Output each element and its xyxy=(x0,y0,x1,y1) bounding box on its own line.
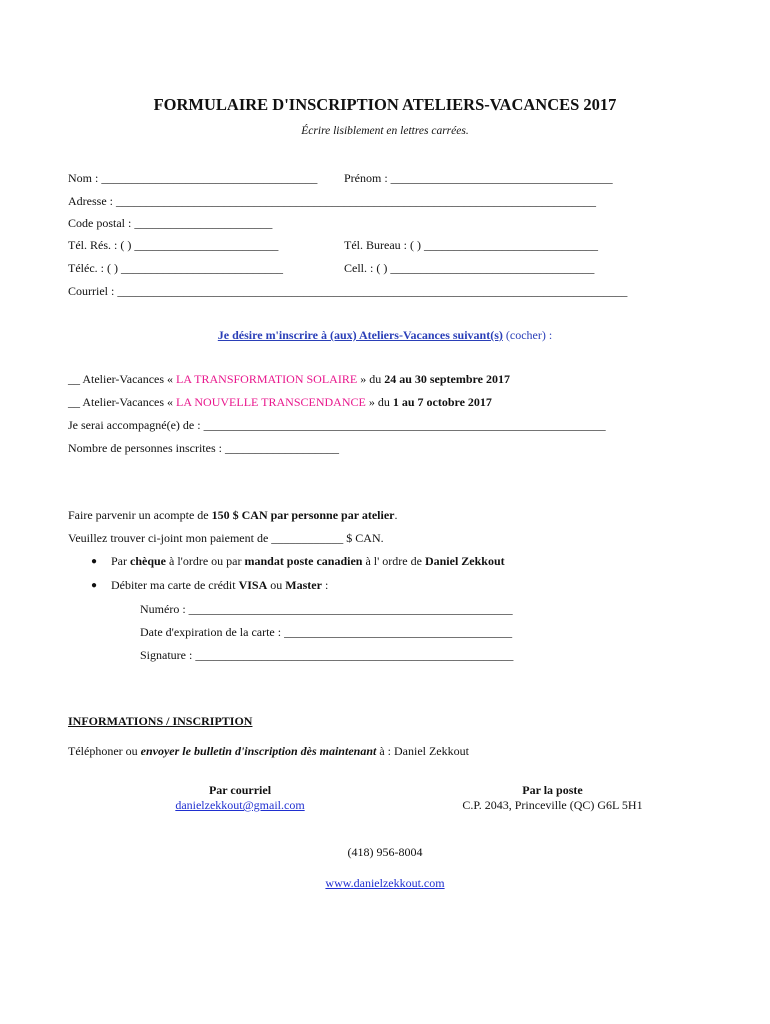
card-text-1: Débiter ma carte de crédit xyxy=(111,578,239,592)
adresse-field[interactable]: Adresse : ________________________________________________________________________________ xyxy=(68,194,596,208)
courriel-label: Par courriel xyxy=(208,783,272,797)
selection-heading-text: Je désire m'inscrire à (aux) Ateliers-Vacances suivant(s) xyxy=(217,328,503,342)
courriel-field[interactable]: Courriel : _____________________________________________________________________________________ xyxy=(68,284,628,298)
atelier-2-option[interactable] xyxy=(68,395,492,410)
website-link-row xyxy=(0,876,770,891)
card-expiration-field[interactable]: Date d'expiration de la carte : ______________________________________ xyxy=(140,625,513,639)
page-title: FORMULAIRE D'INSCRIPTION ATELIERS-VACANCES 2017 xyxy=(153,95,617,114)
accompagne-field[interactable]: Je serai accompagné(e) de : ___________________________________________________________________ xyxy=(68,418,606,432)
payee-name: Daniel Zekkout xyxy=(424,554,505,568)
cocher-note: (cocher) : xyxy=(502,328,553,342)
tel-bureau-field[interactable]: Tél. Bureau : ( ) _____________________________ xyxy=(344,238,598,252)
visa-bold: VISA xyxy=(238,578,268,592)
acompte-pre: Faire parvenir un acompte de xyxy=(68,508,212,522)
atelier-1-suffix: » du xyxy=(357,372,385,386)
acompte-post: . xyxy=(394,508,398,522)
atelier-1-dates: 24 au 30 septembre 2017 xyxy=(384,372,510,386)
nombre-personnes-field[interactable]: Nombre de personnes inscrites : ___________________ xyxy=(68,441,339,455)
cheque-bold: chèque xyxy=(130,554,166,568)
atelier-2-name: LA NOUVELLE TRANSCENDANCE xyxy=(176,395,366,409)
atelier-2-prefix: __ Atelier-Vacances « xyxy=(68,395,177,409)
tel-res-field[interactable]: Tél. Rés. : ( ) ________________________ xyxy=(68,238,279,252)
email-link[interactable]: danielzekkout@gmail.com xyxy=(175,798,305,812)
credit-card-option xyxy=(111,578,328,593)
atelier-2-dates: 1 au 7 octobre 2017 xyxy=(392,395,492,409)
info-phone-pre: Téléphoner ou xyxy=(68,744,141,758)
info-phone-post: à : Daniel Zekkout xyxy=(376,744,469,758)
card-text-2: ou xyxy=(267,578,286,592)
card-number-field[interactable]: Numéro : ______________________________________________________ xyxy=(140,602,513,616)
atelier-2-suffix: » du xyxy=(365,395,393,409)
atelier-1-prefix: __ Atelier-Vacances « xyxy=(68,372,177,386)
postal-address: C.P. 2043, Princeville (QC) G6L 5H1 xyxy=(462,798,643,812)
acompte-amount: 150 $ CAN par personne par atelier xyxy=(211,508,395,522)
telec-field[interactable]: Téléc. : ( ) ___________________________ xyxy=(68,261,283,275)
cheque-text-3: à l' ordre de xyxy=(362,554,425,568)
card-text-3: : xyxy=(321,578,329,592)
phone-number: (418) 956-8004 xyxy=(347,845,423,859)
signature-field[interactable]: Signature : _____________________________________________________ xyxy=(140,648,514,662)
mandat-bold: mandat poste canadien xyxy=(244,554,363,568)
page-subtitle: Écrire lisiblement en lettres carrées. xyxy=(301,125,469,137)
website-link[interactable]: www.danielzekkout.com xyxy=(325,876,445,890)
cheque-text-2: à l'ordre ou par xyxy=(166,554,245,568)
atelier-1-option[interactable] xyxy=(68,372,510,387)
bullet-icon: ● xyxy=(91,580,98,591)
nom-field[interactable]: Nom : ____________________________________ xyxy=(68,171,318,185)
poste-label: Par la poste xyxy=(522,783,583,797)
cell-field[interactable]: Cell. : ( ) __________________________________ xyxy=(344,261,595,275)
prenom-field[interactable]: Prénom : _____________________________________ xyxy=(344,171,613,185)
acompte-text xyxy=(68,508,398,523)
cheque-option xyxy=(111,554,505,569)
info-phone-emphasis: envoyer le bulletin d'inscription dès maintenant xyxy=(140,744,377,758)
cheque-text-1: Par xyxy=(111,554,130,568)
selection-heading xyxy=(0,328,770,343)
master-bold: Master xyxy=(285,578,322,592)
bullet-icon: ● xyxy=(91,556,98,567)
code-postal-field[interactable]: Code postal : _______________________ xyxy=(68,216,273,230)
paiement-joint-field[interactable]: Veuillez trouver ci-joint mon paiement de ____________ $ CAN. xyxy=(68,531,384,545)
info-heading: INFORMATIONS / INSCRIPTION xyxy=(68,714,253,728)
atelier-1-name: LA TRANSFORMATION SOLAIRE xyxy=(176,372,358,386)
info-phone-line xyxy=(68,744,469,759)
